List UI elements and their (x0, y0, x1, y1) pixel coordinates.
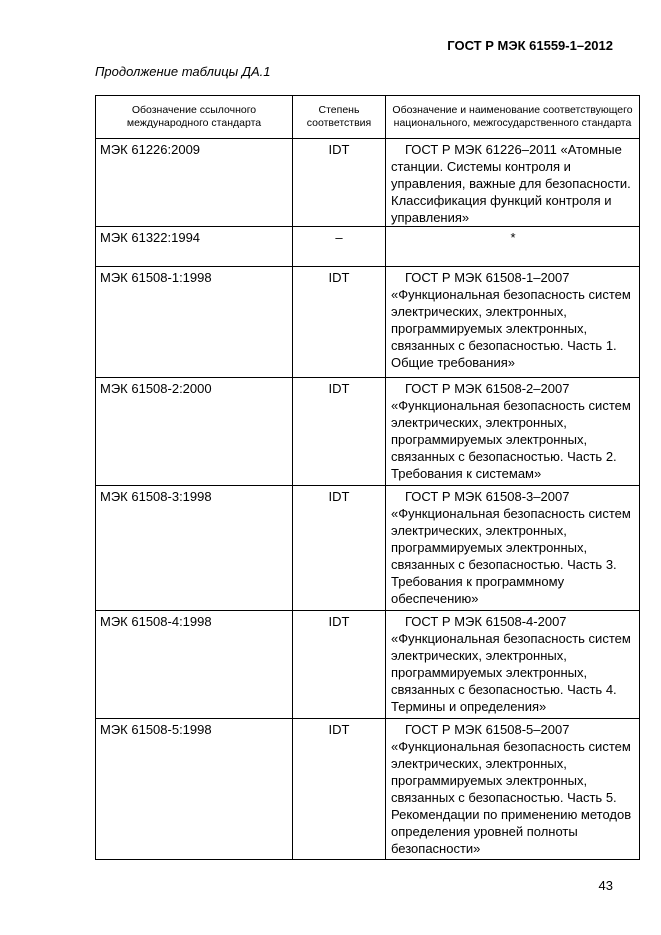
national-standard-cell: * (386, 227, 640, 267)
national-standard-cell: ГОСТ Р МЭК 61508-5–2007 «Функциональная безопасность систем электрических, электронных, программируемых электронных, связанных с безопасностью. Часть 5. Рекомендации по применению методов определения уровней полноты безопасности» (386, 719, 640, 860)
national-standard-cell: ГОСТ Р МЭК 61508-3–2007 «Функциональная безопасность систем электрических, электронных, программируемых электронных, связанных с безопасностью. Часть 3. Требования к программному обеспечению» (386, 486, 640, 611)
national-standard-cell: ГОСТ Р МЭК 61508-4-2007 «Функциональная безопасность систем электрических, электронных, программируемых электронных, связанных с безопасностью. Часть 4. Термины и определения» (386, 611, 640, 719)
national-standard-cell: ГОСТ Р МЭК 61508-1–2007 «Функциональная безопасность систем электрических, электронных, программируемых электронных, связанных с безопасностью. Часть 1. Общие требования» (386, 267, 640, 378)
table-row (96, 267, 640, 378)
reference-standards-table (95, 95, 640, 860)
column-header-degree: Степень соответствия (293, 96, 386, 139)
column-header-reference: Обозначение ссылочного международного стандарта (96, 96, 293, 139)
reference-cell: МЭК 61508-4:1998 (96, 611, 293, 719)
degree-cell: – (293, 227, 386, 267)
page-number: 43 (598, 878, 613, 893)
national-standard-cell: ГОСТ Р МЭК 61508-2–2007 «Функциональная безопасность систем электрических, электронных, программируемых электронных, связанных с безопасностью. Часть 2. Требования к системам» (386, 378, 640, 486)
table-row (96, 486, 640, 611)
table-row (96, 227, 640, 267)
degree-cell: IDT (293, 267, 386, 378)
degree-cell: IDT (293, 719, 386, 860)
reference-cell: МЭК 61508-5:1998 (96, 719, 293, 860)
table-header-row (96, 96, 640, 139)
degree-cell: IDT (293, 611, 386, 719)
table-row (96, 719, 640, 860)
reference-cell: МЭК 61508-2:2000 (96, 378, 293, 486)
table-row (96, 139, 640, 227)
table-continuation-caption: Продолжение таблицы ДА.1 (95, 64, 271, 79)
national-standard-cell: ГОСТ Р МЭК 61226–2011 «Атомные станции. Системы контроля и управления, важные для безопасности. Классификация функций контроля и управления» (386, 139, 640, 227)
degree-cell: IDT (293, 486, 386, 611)
reference-cell: МЭК 61322:1994 (96, 227, 293, 267)
degree-cell: IDT (293, 139, 386, 227)
degree-cell: IDT (293, 378, 386, 486)
reference-cell: МЭК 61508-3:1998 (96, 486, 293, 611)
table-row (96, 611, 640, 719)
reference-cell: МЭК 61508-1:1998 (96, 267, 293, 378)
table-row (96, 378, 640, 486)
document-header: ГОСТ Р МЭК 61559-1–2012 (447, 38, 613, 53)
reference-cell: МЭК 61226:2009 (96, 139, 293, 227)
column-header-national: Обозначение и наименование соответствующего национального, межгосударственного стандарта (386, 96, 640, 139)
